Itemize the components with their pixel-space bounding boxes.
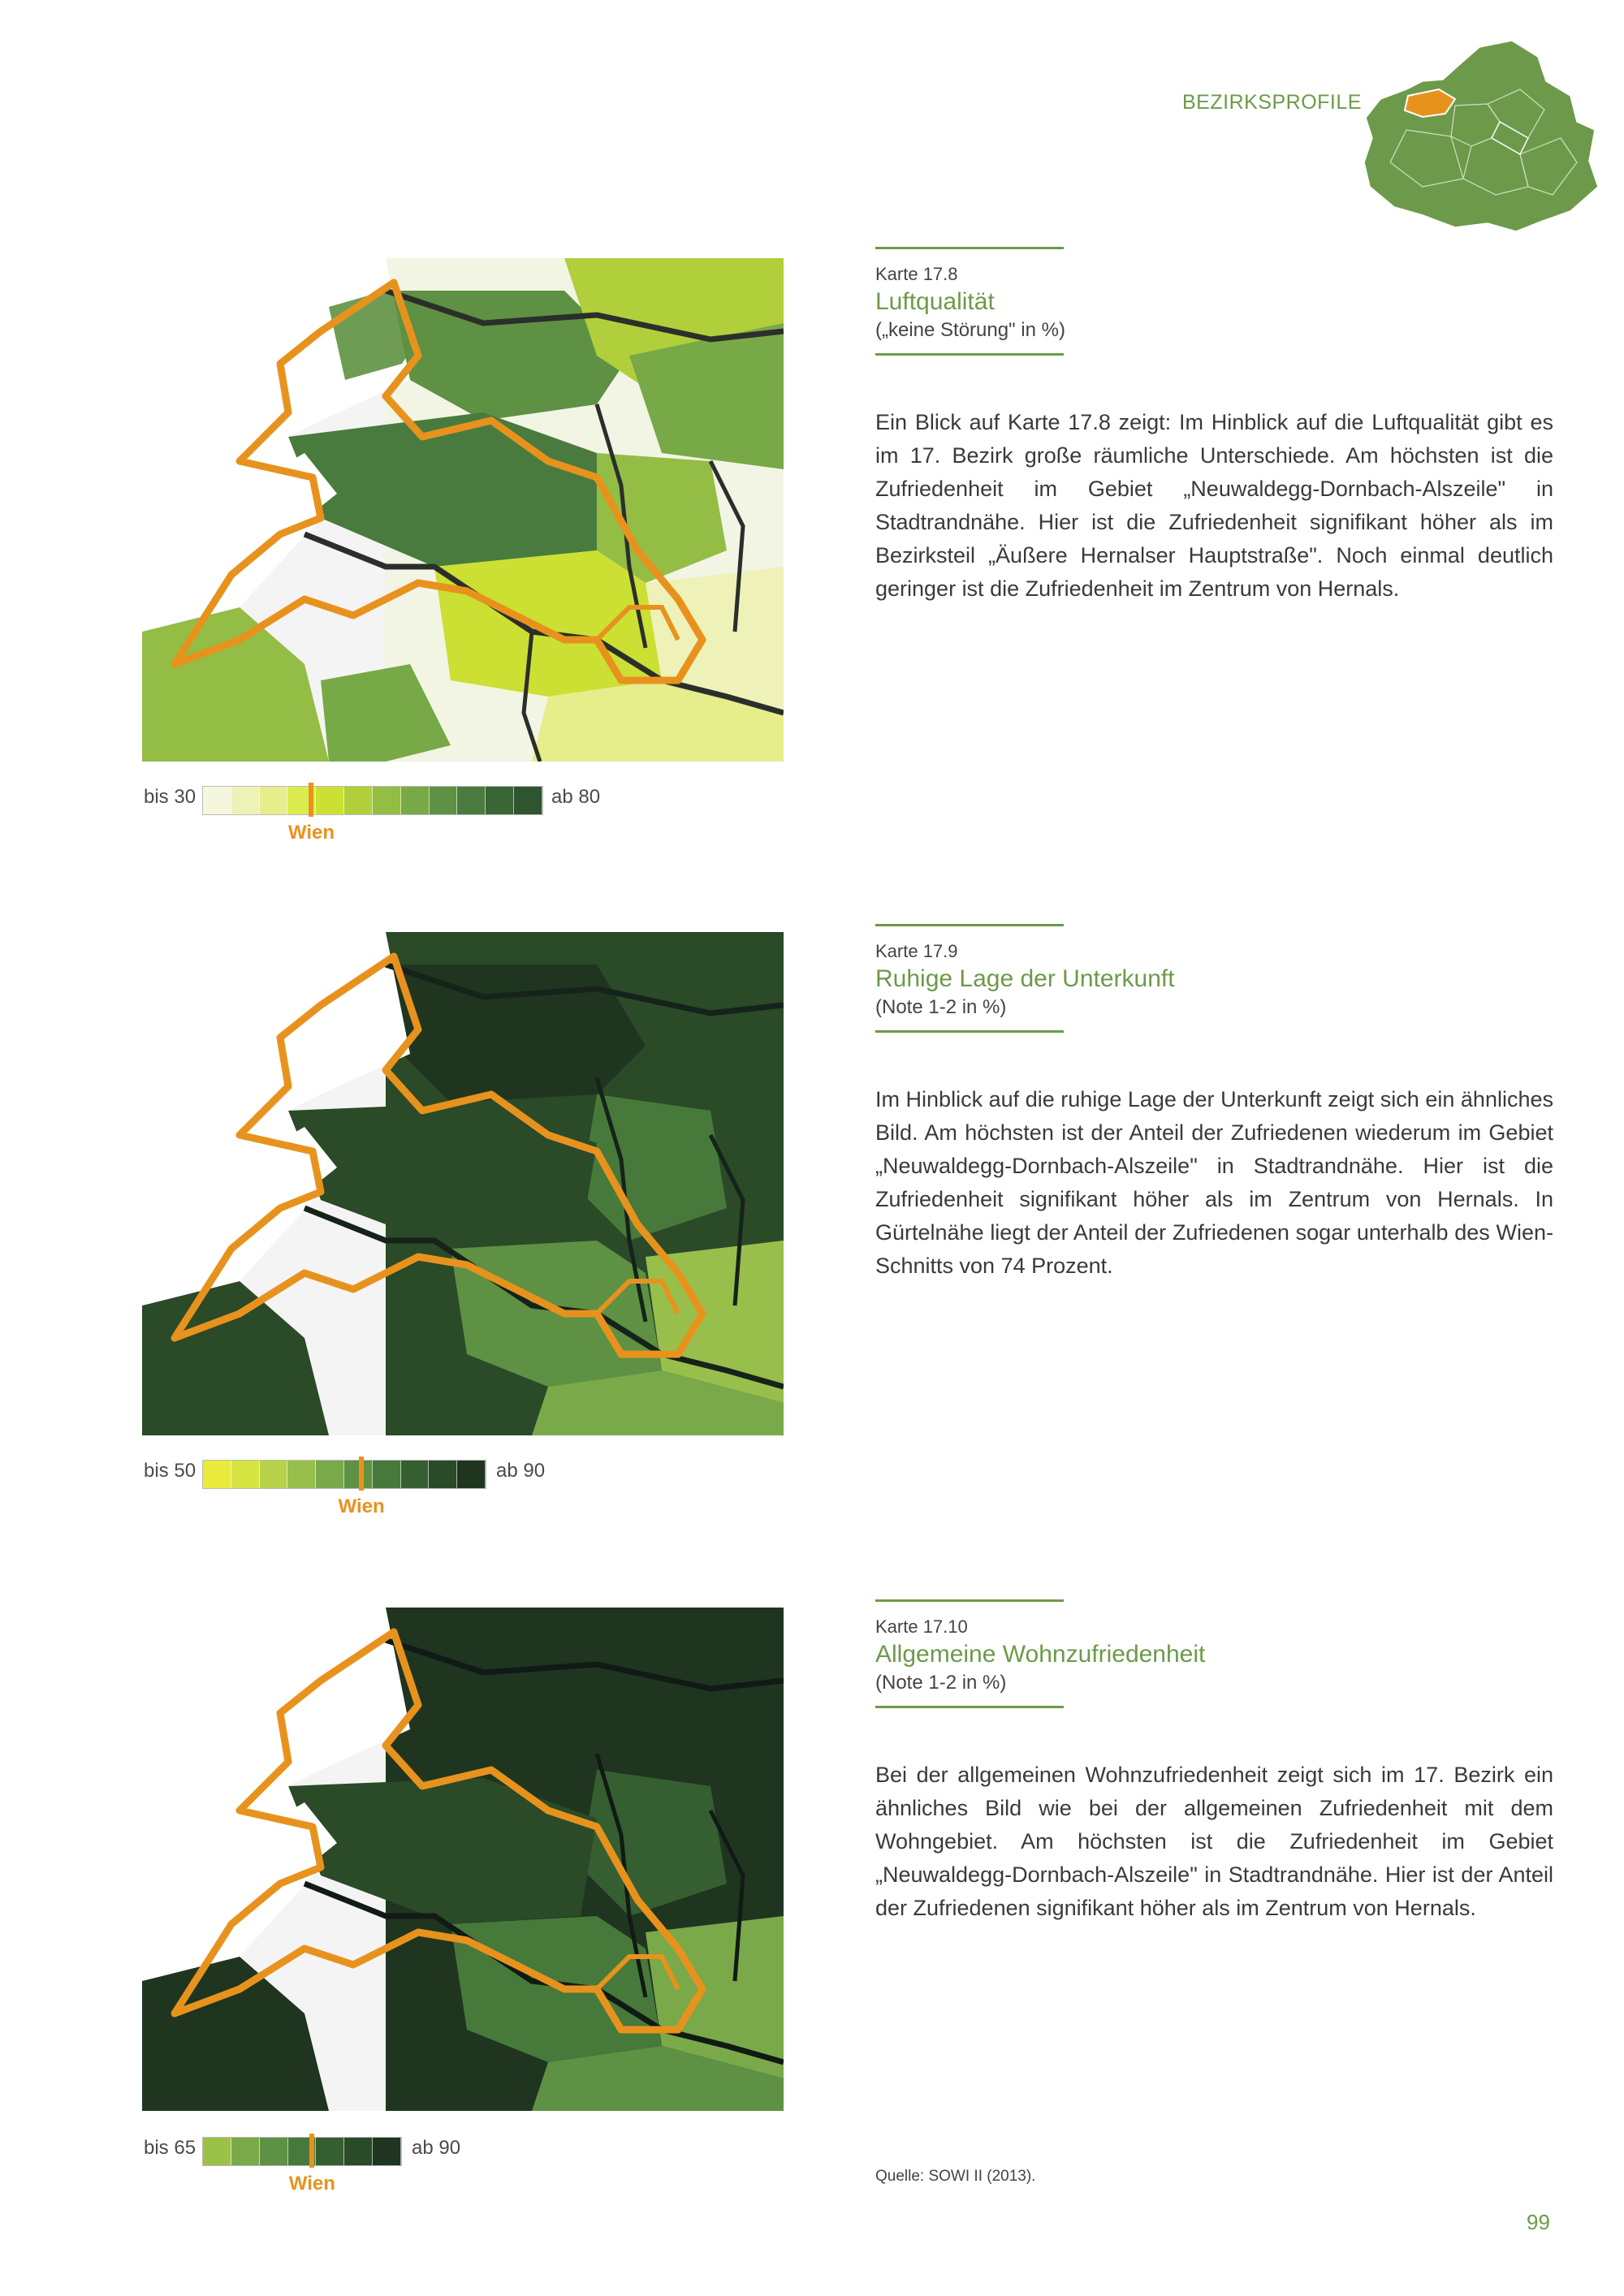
legend-swatch-5: [316, 1461, 344, 1488]
legend-wien-label: Wien: [287, 822, 335, 844]
map-subtitle: (Note 1-2 in %): [875, 996, 1007, 1018]
legend-karte-17-9: [142, 1460, 629, 1525]
map-title: Allgemeine Wohnzufriedenheit: [875, 1641, 1206, 1668]
legend-swatch-6: [344, 2138, 373, 2165]
legend-swatch-3: [260, 1461, 288, 1488]
legend-color-scale: [202, 1460, 486, 1489]
legend-max-label: ab 90: [496, 1460, 546, 1482]
legend-swatch-2: [231, 1461, 260, 1488]
page-number: 99: [1527, 2210, 1550, 2234]
legend-swatch-12: [514, 787, 542, 814]
map-caption-karte-17-10: [875, 1599, 1557, 1925]
legend-swatch-8: [401, 1461, 430, 1488]
map-subtitle: („keine Störung" in %): [875, 319, 1065, 341]
legend-swatch-3: [260, 2138, 288, 2165]
map-number: Karte 17.9: [875, 941, 958, 961]
map-number: Karte 17.8: [875, 264, 958, 284]
map-description: Im Hinblick auf die ruhige Lage der Unterkunft zeigt sich ein ähnliches Bild. Am höchsten ist der Anteil der Zufriedenen wiederum im Gebiet „Neuwaldegg-Dornbach-Alszeile" in Stadtrandnähe. Hier ist die Zufriedenheit signifikant höher als im Zentrum von Hernals. In Gürtelnähe liegt der Anteil der Zufriedenen sogar unterhalb des Wien-Schnitts von 74 Prozent.: [875, 1087, 1553, 1278]
legend-swatch-5: [316, 787, 344, 814]
legend-max-label: ab 80: [551, 786, 601, 808]
map-luftqualitaet: [142, 258, 784, 762]
legend-wien-marker: [309, 783, 313, 817]
map-caption-karte-17-9: [875, 924, 1557, 1283]
map-number: Karte 17.10: [875, 1616, 968, 1637]
legend-swatch-1: [203, 2138, 231, 2165]
map-caption-karte-17-8: [875, 247, 1557, 606]
legend-swatch-6: [344, 787, 373, 814]
map-subtitle: (Note 1-2 in %): [875, 1672, 1007, 1694]
vienna-locator-map: [1358, 32, 1601, 235]
map-title: Ruhige Lage der Unterkunft: [875, 965, 1175, 992]
legend-swatch-10: [457, 1461, 486, 1488]
caption-top-rule: [875, 924, 1064, 926]
legend-swatch-1: [203, 787, 231, 814]
caption-bottom-rule: [875, 353, 1064, 356]
caption-top-rule: [875, 247, 1064, 249]
legend-swatch-3: [260, 787, 288, 814]
map-ruhige-lage: [142, 932, 784, 1435]
caption-top-rule: [875, 1599, 1064, 1602]
legend-swatch-7: [373, 787, 401, 814]
legend-swatch-9: [430, 787, 458, 814]
map-title: Luftqualität: [875, 288, 995, 315]
legend-min-label: bis 65: [144, 2137, 197, 2159]
map-description: Ein Blick auf Karte 17.8 zeigt: Im Hinblick auf die Luftqualität gibt es im 17. Bezirk große räumliche Unterschiede. Am höchsten ist die Zufriedenheit im Gebiet „Neuwaldegg-Dornbach-Alszeile" in Stadtrandnähe. Hier ist die Zufriedenheit signifikant höher als im Bezirksteil „Äußere Hernalser Hauptstraße". Noch einmal deutlich geringer ist die Zufriedenheit im Zentrum von Hernals.: [875, 410, 1553, 601]
legend-swatch-9: [429, 1461, 457, 1488]
legend-swatch-4: [287, 1461, 316, 1488]
section-label: BEZIRKSPROFILE: [1182, 91, 1362, 114]
legend-swatch-10: [457, 787, 486, 814]
caption-bottom-rule: [875, 1030, 1064, 1033]
legend-wien-marker: [309, 2134, 314, 2168]
legend-swatch-7: [373, 2138, 401, 2165]
legend-color-scale: [202, 2137, 402, 2166]
legend-swatch-11: [486, 787, 514, 814]
legend-swatch-2: [231, 787, 260, 814]
caption-bottom-rule: [875, 1706, 1064, 1708]
legend-wien-label: Wien: [338, 1495, 385, 1517]
legend-wien-marker: [359, 1457, 364, 1491]
legend-wien-label: Wien: [288, 2173, 335, 2195]
legend-min-label: bis 50: [144, 1460, 197, 1482]
map-wohnzufriedenheit: [142, 1608, 784, 2111]
legend-swatch-1: [203, 1461, 231, 1488]
source-note: Quelle: SOWI II (2013).: [875, 2168, 1036, 2185]
legend-karte-17-8: [142, 786, 629, 851]
legend-min-label: bis 30: [144, 786, 197, 808]
map-description: Bei der allgemeinen Wohnzufriedenheit zeigt sich im 17. Bezirk ein ähnliches Bild wie bei der allgemeinen Zufriedenheit mit dem Wohngebiet. Am höchsten ist die Zufriedenheit im Gebiet „Neuwaldegg-Dornbach-Alszeile" in Stadtrandnähe. Hier ist der Anteil der Zufriedenen signifikant höher als im Zentrum von Hernals.: [875, 1763, 1553, 1920]
legend-max-label: ab 90: [412, 2137, 461, 2159]
legend-swatch-5: [316, 2138, 344, 2165]
legend-swatch-2: [231, 2138, 260, 2165]
legend-swatch-7: [373, 1461, 401, 1488]
legend-color-scale: [202, 786, 543, 815]
legend-karte-17-10: [142, 2137, 629, 2202]
legend-swatch-8: [401, 787, 430, 814]
